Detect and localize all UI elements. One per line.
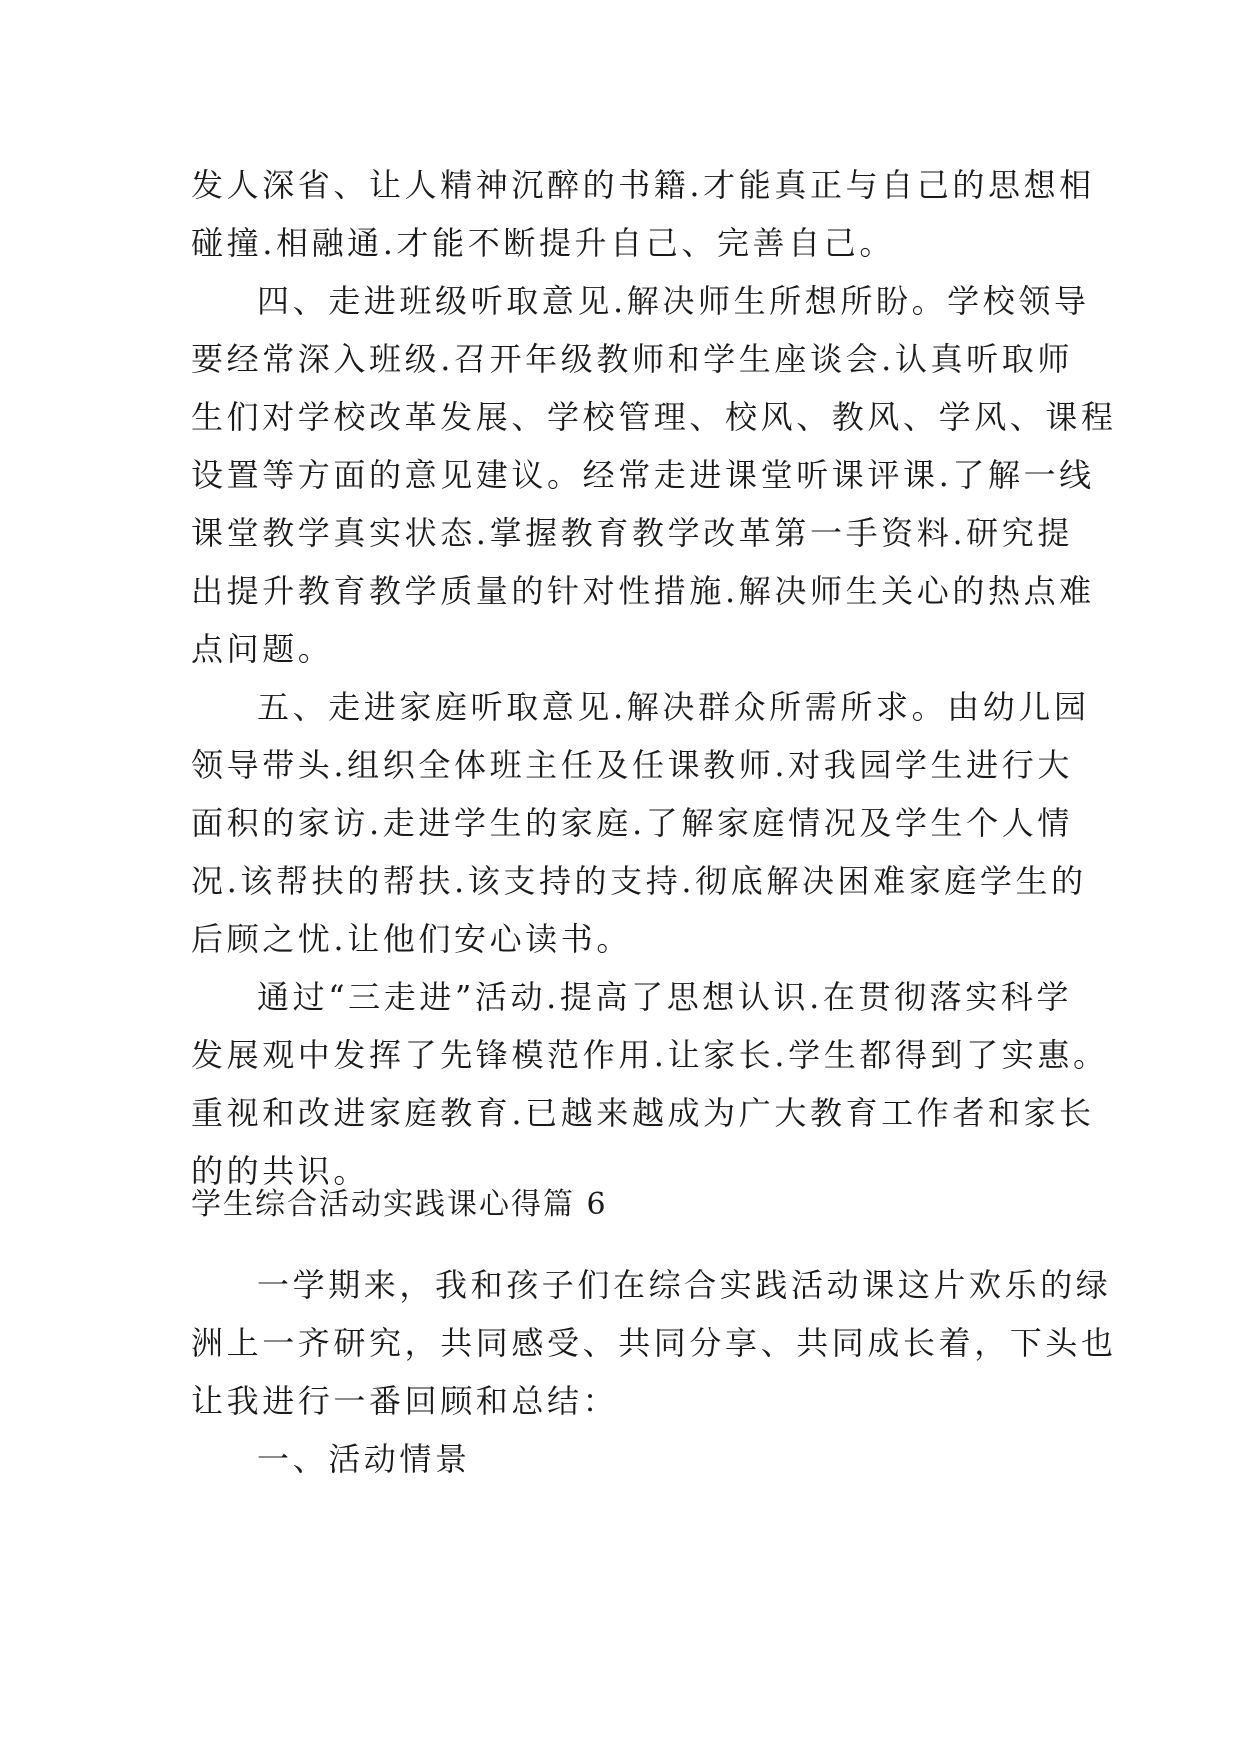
text-line: 重视和改进家庭教育.已越来越成为广大教育工作者和家长 [191,1094,1095,1132]
section-heading: 学生综合活动实践课心得篇 6 [191,1187,608,1222]
text-line: 五、走进家庭听取意见.解决群众所需所求。由幼儿园 [257,688,1090,726]
text-line: 点问题。 [191,630,334,668]
text-line: 发展观中发挥了先锋模范作用.让家长.学生都得到了实惠。 [191,1036,1109,1074]
text-line: 碰撞.相融通.才能不断提升自己、完善自己。 [191,224,895,262]
text-line: 一学期来，我和孩子们在综合实践活动课这片欢乐的绿 [257,1266,1112,1304]
text-line: 要经常深入班级.召开年级教师和学生座谈会.认真听取师 [191,340,1073,378]
text-line: 四、走进班级听取意见.解决师生所想所盼。学校领导 [257,282,1090,320]
text-line: 一、活动情景 [257,1440,471,1478]
text-line: 的的共识。 [191,1152,370,1190]
text-line: 设置等方面的意见建议。经常走进课堂听课评课.了解一线 [191,456,1095,494]
text-line: 生们对学校改革发展、学校管理、校风、教风、学风、课程 [191,398,1117,436]
text-line: 课堂教学真实状态.掌握教育教学改革第一手资料.研究提 [191,514,1073,552]
text-line: 领导带头.组织全体班主任及任课教师.对我园学生进行大 [191,746,1073,784]
body-text-bottom [191,1256,1117,1488]
text-line: 通过“三走进”活动.提高了思想认识.在贯彻落实科学 [257,978,1073,1016]
text-line: 后顾之忧.让他们安心读书。 [191,920,632,958]
text-line: 出提升教育教学质量的针对性措施.解决师生关心的热点难 [191,572,1095,610]
text-line: 让我进行一番回顾和总结： [191,1382,619,1420]
text-line: 面积的家访.走进学生的家庭.了解家庭情况及学生个人情 [191,804,1073,842]
text-line: 发人深省、让人精神沉醉的书籍.才能真正与自己的思想相 [191,166,1095,204]
text-line: 况.该帮扶的帮扶.该支持的支持.彻底解决困难家庭学生的 [191,862,1087,900]
text-line: 洲上一齐研究，共同感受、共同分享、共同成长着，下头也 [191,1324,1117,1362]
body-text-top [191,156,1117,1200]
